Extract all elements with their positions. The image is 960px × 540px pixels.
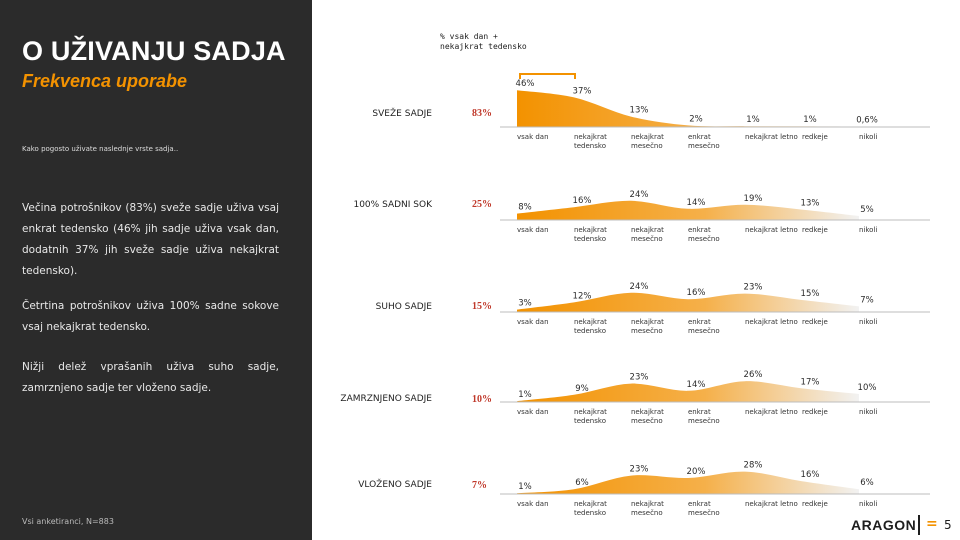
category-tick-label: nikoli (859, 133, 878, 141)
data-label: 20% (686, 467, 706, 477)
category-tick-label: nekajkrat (574, 408, 607, 416)
data-label: 2% (689, 114, 703, 125)
data-label: 17% (800, 377, 820, 388)
data-label: 26% (743, 370, 763, 381)
category-tick-label: redkeje (802, 133, 828, 141)
data-label: 23% (629, 372, 649, 383)
data-label: 23% (629, 464, 649, 475)
data-label: 9% (575, 383, 589, 394)
category-tick-label: nekajkrat (631, 226, 664, 234)
category-tick-label: nekajkrat (631, 318, 664, 326)
summary-paragraph-fresh: Večina potrošnikov (83%) sveže sadje uživa vsaj enkrat tedensko (46% jih sadje uživa vsak dan, dodatnih 37% jih sveže sadje uživa nekajkrat tedensko). (22, 202, 279, 277)
category-tick-label: vsak dan (517, 408, 549, 416)
category-tick-label: nekajkrat (631, 133, 664, 141)
legend-note-line-1: % vsak dan + (440, 32, 498, 41)
category-tick-label: mesečno (631, 417, 663, 425)
survey-question: Kako pogosto uživate naslednje vrste sadja.. (22, 145, 179, 153)
category-tick-label: nekajkrat (574, 500, 607, 508)
category-tick-label: enkrat (688, 500, 711, 508)
category-tick-label: nekajkrat (631, 408, 664, 416)
category-tick-label: nikoli (859, 318, 878, 326)
data-label: 24% (629, 281, 649, 292)
total-percent-preserved: 7% (472, 480, 487, 491)
category-tick-label: mesečno (688, 235, 720, 243)
category-tick-label: nekajkrat (574, 226, 607, 234)
category-tick-label: nikoli (859, 500, 878, 508)
category-tick-label: vsak dan (517, 500, 549, 508)
category-tick-label: mesečno (631, 327, 663, 335)
page-number: 5 (944, 518, 952, 532)
data-label: 1% (746, 115, 760, 126)
category-tick-label: enkrat (688, 226, 711, 234)
data-label: 3% (518, 298, 532, 309)
category-tick-label: enkrat (688, 133, 711, 141)
data-label: 0,6% (856, 115, 878, 126)
data-label: 10% (857, 383, 877, 393)
total-percent-frozen: 10% (472, 394, 492, 405)
data-label: 1% (518, 482, 532, 493)
page-title: O UŽIVANJU SADJA (22, 36, 286, 66)
category-tick-label: redkeje (802, 408, 828, 416)
data-label: 16% (686, 288, 706, 299)
aragon-logo: ARAGON (851, 517, 917, 533)
data-label: 46% (515, 79, 535, 90)
sample-footnote: Vsi anketiranci, N=883 (22, 517, 114, 526)
category-tick-label: tedensko (574, 235, 606, 243)
data-label: 6% (860, 478, 874, 489)
category-tick-label: mesečno (688, 417, 720, 425)
data-label: 28% (743, 460, 763, 471)
logo-separator (918, 515, 920, 535)
category-label-frozen: ZAMRZNJENO SADJE (340, 394, 432, 404)
category-tick-label: redkeje (802, 318, 828, 326)
data-label: 14% (686, 379, 706, 390)
logo-mark-icon: = (926, 516, 938, 532)
category-tick-label: mesečno (631, 142, 663, 150)
category-tick-label: tedensko (574, 509, 606, 517)
category-label-dried: SUHO SADJE (375, 302, 432, 312)
category-tick-label: nekajkrat (631, 500, 664, 508)
category-tick-label: vsak dan (517, 133, 549, 141)
category-tick-label: vsak dan (517, 226, 549, 234)
category-tick-label: nikoli (859, 226, 878, 234)
total-percent-fresh: 83% (472, 108, 492, 119)
data-label: 16% (572, 196, 592, 207)
data-label: 12% (572, 291, 592, 302)
category-tick-label: nekajkrat letno (745, 133, 798, 141)
data-label: 13% (800, 198, 820, 209)
category-tick-label: mesečno (631, 235, 663, 243)
category-tick-label: nekajkrat letno (745, 226, 798, 234)
data-label: 19% (743, 193, 763, 204)
category-tick-label: redkeje (802, 226, 828, 234)
data-label: 23% (743, 282, 763, 293)
data-label: 6% (575, 478, 589, 489)
category-tick-label: tedensko (574, 142, 606, 150)
data-label: 1% (518, 390, 532, 401)
category-tick-label: mesečno (688, 142, 720, 150)
category-tick-label: vsak dan (517, 318, 549, 326)
category-tick-label: nikoli (859, 408, 878, 416)
data-label: 13% (629, 105, 649, 116)
category-tick-label: mesečno (631, 509, 663, 517)
summary-paragraph-other: Nižji delež vprašanih uživa suho sadje, zamrznjeno sadje ter vloženo sadje. (22, 361, 279, 394)
data-label: 7% (860, 295, 874, 306)
category-tick-label: redkeje (802, 500, 828, 508)
legend-note-line-2: nekajkrat tedensko (440, 42, 527, 51)
category-tick-label: tedensko (574, 417, 606, 425)
category-tick-label: enkrat (688, 408, 711, 416)
category-tick-label: mesečno (688, 327, 720, 335)
data-label: 14% (686, 197, 706, 208)
page-subtitle: Frekvenca uporabe (22, 71, 188, 91)
data-label: 1% (803, 115, 817, 126)
summary-paragraph-juice: Četrtina potrošnikov uživa 100% sadne sokove vsaj nekajkrat tedensko. (22, 300, 279, 333)
total-percent-juice: 25% (472, 199, 492, 210)
category-tick-label: tedensko (574, 327, 606, 335)
data-label: 16% (800, 470, 820, 481)
data-label: 15% (800, 289, 820, 299)
category-label-fresh: SVEŽE SADJE (372, 109, 432, 119)
total-percent-dried: 15% (472, 301, 492, 312)
category-tick-label: enkrat (688, 318, 711, 326)
category-tick-label: nekajkrat (574, 133, 607, 141)
data-label: 24% (629, 189, 649, 200)
category-tick-label: nekajkrat letno (745, 500, 798, 508)
data-label: 37% (572, 86, 592, 97)
category-tick-label: nekajkrat (574, 318, 607, 326)
data-label: 5% (860, 205, 874, 215)
category-tick-label: nekajkrat letno (745, 318, 798, 326)
category-label-preserved: VLOŽENO SADJE (358, 480, 432, 490)
category-tick-label: nekajkrat letno (745, 408, 798, 416)
category-label-juice: 100% SADNI SOK (353, 200, 432, 210)
data-label: 8% (518, 202, 532, 213)
category-tick-label: mesečno (688, 509, 720, 517)
